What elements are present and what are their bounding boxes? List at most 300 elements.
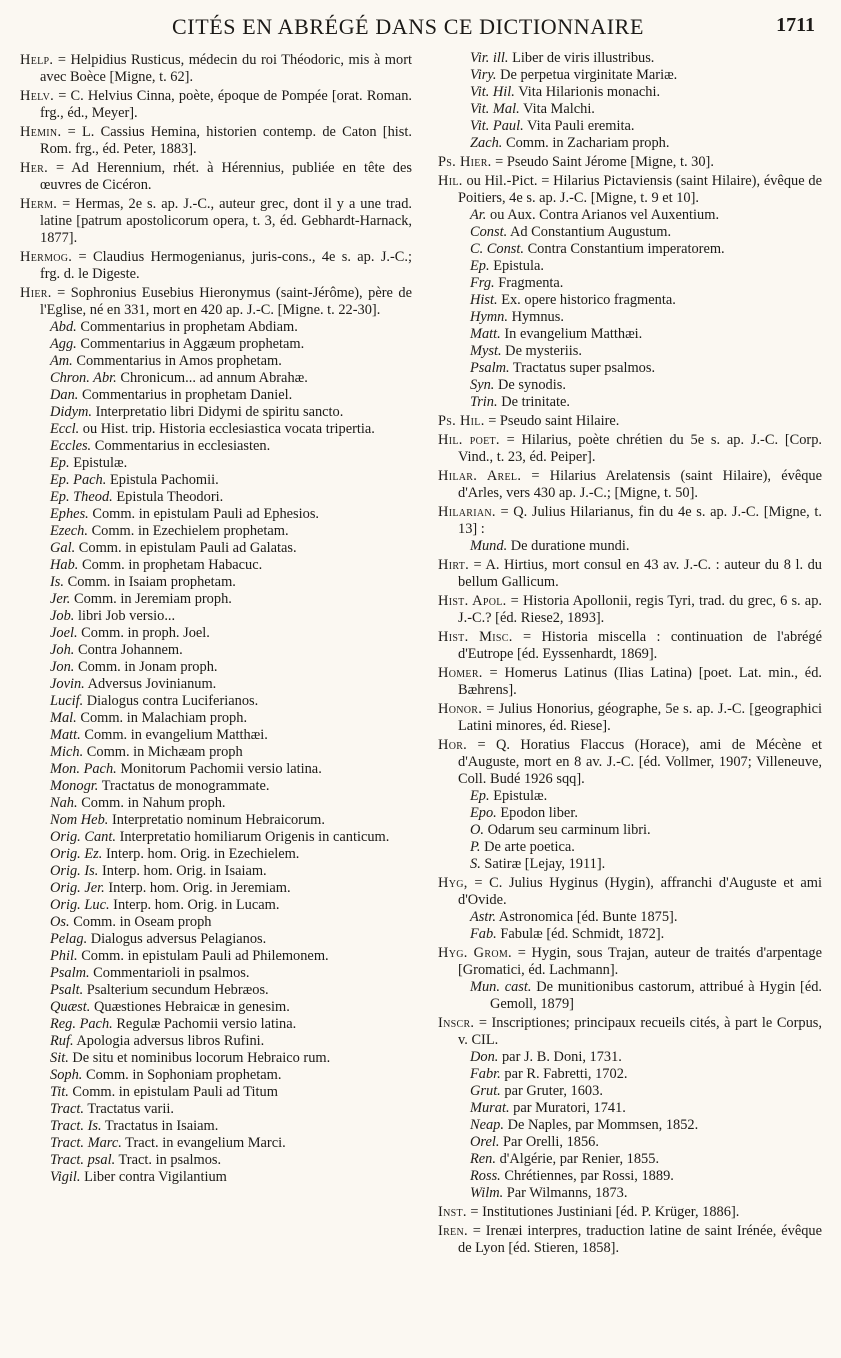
entry-text: Comm. in Malachiam proph. xyxy=(76,710,248,726)
entry-abbreviation: Joh. xyxy=(50,642,75,658)
entry-abbreviation: Trin. xyxy=(470,394,498,410)
sub-entry xyxy=(438,1100,822,1117)
sub-entry xyxy=(438,394,822,411)
sub-entry xyxy=(438,292,822,309)
sub-entry xyxy=(438,207,822,224)
entry-abbreviation: Hier. xyxy=(20,285,52,301)
sub-entry xyxy=(438,377,822,394)
entry-text: = A. Hirtius, mort consul en 43 av. J.-C. : auteur du 8 l. du bellum Gallicum. xyxy=(458,557,822,590)
sub-entry xyxy=(20,999,412,1016)
entry-abbreviation: Matt. xyxy=(470,326,501,342)
sub-entry xyxy=(20,523,412,540)
entry-abbreviation: Hirt. xyxy=(438,557,469,573)
entry-abbreviation: Agg. xyxy=(50,336,77,352)
sub-entry xyxy=(20,1084,412,1101)
entry-text: = Homerus Latinus (Ilias Latina) [poet. Lat. min., éd. Bæhrens]. xyxy=(458,665,822,698)
entry-abbreviation: Hil. xyxy=(438,173,463,189)
entry-abbreviation: Hermog. xyxy=(20,249,73,265)
sub-entry xyxy=(20,591,412,608)
entry-text: Chrétiennes, par Rossi, 1889. xyxy=(500,1168,674,1184)
entry-text: Commentarius in Amos prophetam. xyxy=(72,353,282,369)
entry-text: Fragmenta. xyxy=(494,275,564,291)
entry-abbreviation: Hymn. xyxy=(470,309,508,325)
entry-text: Tractatus de monogrammate. xyxy=(98,778,270,794)
entry-text: Liber de viris illustribus. xyxy=(508,50,655,66)
entry-text: = Hilarius, poète chrétien du 5e s. ap. J.-C. [Corp. Vind., t. 23, éd. Peiper]. xyxy=(458,432,823,465)
entry-text: Comm. in epistulam Pauli ad Galatas. xyxy=(75,540,297,556)
entry-abbreviation: Wilm. xyxy=(470,1185,504,1201)
entry-text: = Sophronius Eusebius Hieronymus (saint-Jérôme), père de l'Eglise, né en 331, mort en 420 ap. J.-C. [Migne. t. 22-30]. xyxy=(40,285,412,318)
entry-text: Astronomica [éd. Bunte 1875]. xyxy=(496,909,678,925)
entry-text: = C. Julius Hyginus (Hygin), affranchi d'Auguste et ami d'Ovide. xyxy=(458,875,822,908)
entry-text: Tract. in psalmos. xyxy=(115,1152,222,1168)
entry-text: Hymnus. xyxy=(507,309,564,325)
entry-text: Ad Constantium Augustum. xyxy=(507,224,672,240)
dictionary-entry xyxy=(438,154,822,171)
entry-abbreviation: Tract. Marc. xyxy=(50,1135,122,1151)
entry-text: Dialogus contra Luciferianos. xyxy=(83,693,259,709)
sub-entry xyxy=(20,574,412,591)
entry-text: Tractatus super psalmos. xyxy=(509,360,656,376)
entry-text: Liber contra Vigilantium xyxy=(80,1169,227,1185)
entry-text: = Pseudo Saint Jérome [Migne, t. 30]. xyxy=(491,154,714,170)
sub-entry xyxy=(20,914,412,931)
sub-entry xyxy=(438,1049,822,1066)
entry-abbreviation: Eccl. xyxy=(50,421,80,437)
sub-entry xyxy=(438,822,822,839)
right-column xyxy=(438,50,822,1257)
entry-text: De synodis. xyxy=(494,377,566,393)
entry-abbreviation: Grut. xyxy=(470,1083,501,1099)
entry-abbreviation: Hil. poet. xyxy=(438,432,500,448)
entry-text: = Hygin, sous Trajan, auteur de traités d'arpentage [Gromatici, éd. Lachmann]. xyxy=(458,945,822,978)
sub-entry xyxy=(20,353,412,370)
entry-text: = Hermas, 2e s. ap. J.-C., auteur grec, dont il y a une trad. latine [patrum apostolicorum opera, t. 3, éd. Gebhardt-Harnack, 1877]. xyxy=(40,196,412,246)
entry-text: Commentarius in Aggæum prophetam. xyxy=(76,336,305,352)
entry-abbreviation: Ep. xyxy=(470,258,490,274)
entry-text: Interp. hom. Orig. in Jeremiam. xyxy=(104,880,291,896)
entry-abbreviation: Abd. xyxy=(50,319,77,335)
sub-entry xyxy=(20,880,412,897)
entry-abbreviation: Psalm. xyxy=(470,360,510,376)
sub-entry xyxy=(438,135,822,152)
entry-abbreviation: Monogr. xyxy=(50,778,99,794)
entry-text: Vita Hilarionis monachi. xyxy=(514,84,661,100)
entry-text: = Claudius Hermogenianus, juris-cons., 4e s. ap. J.-C.; frg. d. le Digeste. xyxy=(40,249,412,282)
entry-text: Comm. in Jeremiam proph. xyxy=(70,591,232,607)
sub-entry xyxy=(20,455,412,472)
entry-abbreviation: Orig. Is. xyxy=(50,863,99,879)
sub-entry xyxy=(20,489,412,506)
page-title: CITÉS EN ABRÉGÉ DANS CE DICTIONNAIRE xyxy=(172,14,644,39)
sub-entry xyxy=(438,258,822,275)
entry-abbreviation: Const. xyxy=(470,224,508,240)
entry-abbreviation: Psalt. xyxy=(50,982,84,998)
entry-abbreviation: Ephes. xyxy=(50,506,89,522)
entry-text: Commentarius in ecclesiasten. xyxy=(91,438,271,454)
sub-entry xyxy=(20,336,412,353)
entry-abbreviation: Myst. xyxy=(470,343,502,359)
entry-abbreviation: Nom Heb. xyxy=(50,812,109,828)
sub-entry xyxy=(438,979,822,1013)
sub-entry xyxy=(20,846,412,863)
sub-entry xyxy=(438,118,822,135)
entry-text: = C. Helvius Cinna, poète, époque de Pompée [orat. Roman. frg., éd., Meyer]. xyxy=(40,88,412,121)
entry-abbreviation: Vit. Paul. xyxy=(470,118,524,134)
sub-entry xyxy=(438,224,822,241)
sub-entry xyxy=(20,1016,412,1033)
entry-abbreviation: Joel. xyxy=(50,625,78,641)
entry-text: Epistulæ. xyxy=(69,455,128,471)
dictionary-entry xyxy=(20,196,412,247)
entry-text: Vita Pauli eremita. xyxy=(523,118,635,134)
entry-abbreviation: Orig. Jer. xyxy=(50,880,105,896)
sub-entry xyxy=(20,404,412,421)
entry-abbreviation: Mund. xyxy=(470,538,508,554)
entry-text: Comm. in Sophoniam prophetam. xyxy=(82,1067,282,1083)
dictionary-entry xyxy=(438,557,822,591)
entry-text: Epodon liber. xyxy=(496,805,578,821)
entry-abbreviation: Ezech. xyxy=(50,523,88,539)
entry-text: Tractatus in Isaiam. xyxy=(101,1118,219,1134)
entry-text: Monitorum Pachomii versio latina. xyxy=(116,761,322,777)
sub-entry xyxy=(438,84,822,101)
sub-entry xyxy=(20,676,412,693)
entry-text: Quæstiones Hebraicæ in genesim. xyxy=(90,999,290,1015)
entry-abbreviation: Murat. xyxy=(470,1100,510,1116)
sub-entry xyxy=(438,1185,822,1202)
sub-entry xyxy=(20,778,412,795)
entry-text: = Hilarius Arelatensis (saint Hilaire), évêque d'Arles, vers 430 ap. J.-C.; [Migne, t. 50]. xyxy=(458,468,822,501)
entry-abbreviation: Hist. Misc. xyxy=(438,629,513,645)
sub-entry xyxy=(438,101,822,118)
entry-abbreviation: Nah. xyxy=(50,795,78,811)
entry-abbreviation: Inst. xyxy=(438,1204,467,1220)
entry-text: = Historia miscella : continuation de l'abrégé d'Eutrope [éd. Eyssenhardt, 1869]. xyxy=(458,629,822,662)
entry-abbreviation: Hab. xyxy=(50,557,79,573)
entry-abbreviation: Tract. psal. xyxy=(50,1152,116,1168)
entry-text: Comm. in Nahum proph. xyxy=(77,795,226,811)
entry-text: Adversus Jovinianum. xyxy=(84,676,217,692)
sub-entry xyxy=(438,1117,822,1134)
sub-entry xyxy=(20,370,412,387)
sub-entry xyxy=(20,608,412,625)
entry-text: Dialogus adversus Pelagianos. xyxy=(87,931,267,947)
entry-abbreviation: Tit. xyxy=(50,1084,69,1100)
sub-entry xyxy=(20,897,412,914)
entry-abbreviation: Homer. xyxy=(438,665,483,681)
entry-abbreviation: Mich. xyxy=(50,744,84,760)
sub-entry xyxy=(20,625,412,642)
dictionary-entry xyxy=(438,875,822,909)
dictionary-entry xyxy=(20,249,412,283)
sub-entry xyxy=(20,319,412,336)
sub-entry xyxy=(20,421,412,438)
dictionary-entry xyxy=(438,468,822,502)
entry-text: = Q. Horatius Flaccus (Horace), ami de Mécène et d'Auguste, mort en 8 av. J.-C. [éd. Vollmer, 1907; Villeneuve, Coll. Budé 1926 sqq]. xyxy=(458,737,822,787)
entry-text: Commentarius in prophetam Daniel. xyxy=(78,387,293,403)
entry-abbreviation: Frg. xyxy=(470,275,495,291)
entry-text: Comm. in Oseam proph xyxy=(69,914,212,930)
sub-entry xyxy=(20,1101,412,1118)
dictionary-entry xyxy=(438,1015,822,1049)
entry-abbreviation: Mon. Pach. xyxy=(50,761,117,777)
entry-abbreviation: Chron. Abr. xyxy=(50,370,117,386)
entry-abbreviation: Hemin. xyxy=(20,124,62,140)
entry-abbreviation: Orel. xyxy=(470,1134,500,1150)
entry-text: Comm. in Michæam proph xyxy=(83,744,243,760)
entry-text: De mysteriis. xyxy=(501,343,582,359)
entry-text: Chronicum... ad annum Abrahæ. xyxy=(116,370,308,386)
entry-abbreviation: Herm. xyxy=(20,196,58,212)
sub-entry xyxy=(20,1169,412,1186)
entry-text: Odarum seu carminum libri. xyxy=(484,822,651,838)
entry-abbreviation: Fab. xyxy=(470,926,497,942)
entry-abbreviation: Psalm. xyxy=(50,965,90,981)
sub-entry xyxy=(438,309,822,326)
entry-abbreviation: Hor. xyxy=(438,737,468,753)
entry-text: par J. B. Doni, 1731. xyxy=(498,1049,622,1065)
entry-abbreviation: Vigil. xyxy=(50,1169,81,1185)
entry-text: Comm. in prophetam Habacuc. xyxy=(78,557,263,573)
entry-abbreviation: Job. xyxy=(50,608,75,624)
entry-text: Comm. in Isaiam prophetam. xyxy=(64,574,236,590)
page-number: 1711 xyxy=(776,14,815,36)
entry-abbreviation: Hyg, xyxy=(438,875,468,891)
entry-text: Comm. in evangelium Matthæi. xyxy=(80,727,268,743)
sub-entry xyxy=(20,1067,412,1084)
sub-entry xyxy=(20,863,412,880)
entry-text: Comm. in epistulam Pauli ad Ephesios. xyxy=(88,506,320,522)
entry-text: = Historia Apollonii, regis Tyri, trad. du grec, 6 s. ap. J.-C.? [éd. Riese2, 1893]. xyxy=(458,593,822,626)
dictionary-entry xyxy=(20,124,412,158)
dictionary-entry xyxy=(438,432,822,466)
sub-entry xyxy=(20,727,412,744)
entry-text: Apologia adversus libros Rufini. xyxy=(73,1033,265,1049)
entry-abbreviation: S. xyxy=(470,856,481,872)
entry-abbreviation: Eccles. xyxy=(50,438,92,454)
entry-abbreviation: Don. xyxy=(470,1049,499,1065)
entry-abbreviation: Neap. xyxy=(470,1117,504,1133)
entry-text: = Helpidius Rusticus, médecin du roi Théodoric, mis à mort avec Boèce [Migne, t. 62]. xyxy=(40,52,412,85)
sub-entry xyxy=(20,659,412,676)
sub-entry xyxy=(438,1134,822,1151)
entry-abbreviation: Syn. xyxy=(470,377,495,393)
entry-abbreviation: Astr. xyxy=(470,909,496,925)
entry-text: Comm. in Zachariam proph. xyxy=(502,135,670,151)
entry-text: ou Hist. trip. Historia ecclesiastica vocata tripertia. xyxy=(79,421,375,437)
entry-abbreviation: Ross. xyxy=(470,1168,501,1184)
entry-text: Interp. hom. Orig. in Isaiam. xyxy=(98,863,267,879)
entry-text: Interp. hom. Orig. in Ezechielem. xyxy=(102,846,300,862)
sub-entry xyxy=(20,744,412,761)
entry-text: = Pseudo saint Hilaire. xyxy=(484,413,620,429)
entry-text: = Irenæi interpres, traduction latine de saint Irénée, évêque de Lyon [éd. Stieren, 1858]. xyxy=(458,1223,822,1256)
sub-entry xyxy=(20,761,412,778)
entry-text: Ex. opere historico fragmenta. xyxy=(497,292,676,308)
entry-text: Interpretatio libri Didymi de spiritu sancto. xyxy=(91,404,344,420)
entry-abbreviation: Tract. Is. xyxy=(50,1118,102,1134)
entry-abbreviation: Viry. xyxy=(470,67,497,83)
entry-text: In evangelium Matthæi. xyxy=(500,326,643,342)
entry-abbreviation: Epo. xyxy=(470,805,497,821)
sub-entry xyxy=(20,642,412,659)
entry-abbreviation: Lucif. xyxy=(50,693,84,709)
sub-entry xyxy=(20,965,412,982)
sub-entry xyxy=(438,788,822,805)
dictionary-entry xyxy=(438,1223,822,1257)
entry-abbreviation: C. Const. xyxy=(470,241,524,257)
entry-text: par Muratori, 1741. xyxy=(509,1100,626,1116)
entry-abbreviation: Ar. xyxy=(470,207,487,223)
entry-text: Interpretatio nominum Hebraicorum. xyxy=(108,812,325,828)
entry-text: Comm. in Jonam proph. xyxy=(74,659,218,675)
sub-entry xyxy=(20,795,412,812)
entry-abbreviation: Orig. Cant. xyxy=(50,829,116,845)
sub-entry xyxy=(20,982,412,999)
entry-text: = Inscriptiones; principaux recueils cités, à part le Corpus, v. CIL. xyxy=(458,1015,822,1048)
sub-entry xyxy=(438,67,822,84)
entry-abbreviation: Hilar. Arel. xyxy=(438,468,522,484)
entry-abbreviation: Orig. Ez. xyxy=(50,846,103,862)
sub-entry xyxy=(20,931,412,948)
entry-text: De trinitate. xyxy=(497,394,570,410)
entry-abbreviation: Hist. xyxy=(470,292,498,308)
entry-abbreviation: Orig. Luc. xyxy=(50,897,110,913)
entry-abbreviation: Didym. xyxy=(50,404,92,420)
entry-abbreviation: Ruf. xyxy=(50,1033,74,1049)
sub-entry xyxy=(20,1118,412,1135)
entry-text: ou Aux. Contra Arianos vel Auxentium. xyxy=(486,207,720,223)
sub-entry xyxy=(438,241,822,258)
entry-text: = Institutiones Justiniani [éd. P. Krüger, 1886]. xyxy=(466,1204,740,1220)
entry-abbreviation: Zach. xyxy=(470,135,503,151)
entry-text: Comm. in proph. Joel. xyxy=(77,625,210,641)
entry-text: Interp. hom. Orig. in Lucam. xyxy=(109,897,280,913)
entry-text: Psalterium secundum Hebræos. xyxy=(83,982,269,998)
sub-entry xyxy=(438,1083,822,1100)
entry-abbreviation: Her. xyxy=(20,160,48,176)
entry-abbreviation: Vit. Mal. xyxy=(470,101,520,117)
sub-entry xyxy=(438,856,822,873)
entry-text: Epistula Pachomii. xyxy=(106,472,219,488)
entry-text: ou Hil.-Pict. = Hilarius Pictaviensis (saint Hilaire), évêque de Poitiers, 4e s. ap. J.-C. [Migne, t. 9 et 10]. xyxy=(458,173,822,206)
dictionary-entry xyxy=(438,737,822,788)
entry-text: De arte poetica. xyxy=(480,839,575,855)
sub-entry xyxy=(20,506,412,523)
sub-entry xyxy=(20,948,412,965)
entry-abbreviation: Jer. xyxy=(50,591,71,607)
entry-abbreviation: Phil. xyxy=(50,948,78,964)
sub-entry xyxy=(20,1152,412,1169)
sub-entry xyxy=(438,909,822,926)
entry-abbreviation: Os. xyxy=(50,914,70,930)
dictionary-entry xyxy=(438,945,822,979)
sub-entry xyxy=(438,538,822,555)
entry-abbreviation: Helv. xyxy=(20,88,55,104)
dictionary-entry xyxy=(20,88,412,122)
entry-abbreviation: Ep. Pach. xyxy=(50,472,107,488)
entry-text: Vita Malchi. xyxy=(519,101,595,117)
dictionary-entry xyxy=(438,629,822,663)
entry-abbreviation: Tract. xyxy=(50,1101,84,1117)
dictionary-entry xyxy=(438,504,822,538)
sub-entry xyxy=(20,693,412,710)
sub-entry xyxy=(438,360,822,377)
entry-text: Regulæ Pachomii versio latina. xyxy=(112,1016,297,1032)
entry-text: par R. Fabretti, 1702. xyxy=(500,1066,628,1082)
sub-entry xyxy=(438,326,822,343)
dictionary-entry xyxy=(438,413,822,430)
entry-abbreviation: Sit. xyxy=(50,1050,69,1066)
dictionary-entry xyxy=(438,173,822,207)
entry-abbreviation: P. xyxy=(470,839,481,855)
entry-abbreviation: Pelag. xyxy=(50,931,88,947)
sub-entry xyxy=(438,1151,822,1168)
entry-text: De duratione mundi. xyxy=(507,538,630,554)
entry-abbreviation: Hyg. Grom. xyxy=(438,945,512,961)
sub-entry xyxy=(20,387,412,404)
entry-abbreviation: Vir. ill. xyxy=(470,50,509,66)
entry-abbreviation: Ep. xyxy=(470,788,490,804)
entry-text: Commentarioli in psalmos. xyxy=(89,965,250,981)
sub-entry xyxy=(20,1033,412,1050)
entry-abbreviation: Help. xyxy=(20,52,54,68)
sub-entry xyxy=(20,710,412,727)
entry-text: Epistulæ. xyxy=(489,788,548,804)
entry-abbreviation: Fabr. xyxy=(470,1066,501,1082)
entry-abbreviation: Quæst. xyxy=(50,999,91,1015)
entry-text: libri Job versio... xyxy=(74,608,176,624)
entry-abbreviation: Mal. xyxy=(50,710,77,726)
sub-entry xyxy=(20,557,412,574)
entry-text: De perpetua virginitate Mariæ. xyxy=(496,67,678,83)
sub-entry xyxy=(438,926,822,943)
sub-entry xyxy=(20,1135,412,1152)
entry-abbreviation: Vit. Hil. xyxy=(470,84,515,100)
entry-abbreviation: Dan. xyxy=(50,387,79,403)
dictionary-entry xyxy=(20,285,412,319)
dictionary-entry xyxy=(20,52,412,86)
dictionary-entry xyxy=(438,593,822,627)
sub-entry xyxy=(20,812,412,829)
entry-text: = Julius Honorius, géographe, 5e s. ap. J.-C. [geographici Latini minores, éd. Riese]. xyxy=(458,701,822,734)
sub-entry xyxy=(20,829,412,846)
entry-abbreviation: Ren. xyxy=(470,1151,496,1167)
entry-text: Satiræ [Lejay, 1911]. xyxy=(480,856,606,872)
entry-abbreviation: Ps. Hil. xyxy=(438,413,485,429)
entry-text: d'Algérie, par Renier, 1855. xyxy=(495,1151,660,1167)
entry-text: = Ad Herennium, rhét. à Hérennius, publiée en tête des œuvres de Cicéron. xyxy=(40,160,412,193)
entry-text: Tractatus varii. xyxy=(84,1101,174,1117)
entry-text: = Q. Julius Hilarianus, fin du 4e s. ap. J.-C. [Migne, t. 13] : xyxy=(458,504,822,537)
entry-abbreviation: Soph. xyxy=(50,1067,83,1083)
sub-entry xyxy=(20,472,412,489)
dictionary-entry xyxy=(20,160,412,194)
sub-entry xyxy=(20,1050,412,1067)
entry-abbreviation: Inscr. xyxy=(438,1015,475,1031)
sub-entry xyxy=(20,438,412,455)
entry-text: Fabulæ [éd. Schmidt, 1872]. xyxy=(496,926,665,942)
entry-text: Comm. in Ezechielem prophetam. xyxy=(87,523,289,539)
entry-text: = L. Cassius Hemina, historien contemp. de Caton [hist. Rom. frg., éd. Peter, 1883]. xyxy=(40,124,412,157)
entry-abbreviation: Honor. xyxy=(438,701,483,717)
sub-entry xyxy=(438,1066,822,1083)
entry-abbreviation: Matt. xyxy=(50,727,81,743)
dictionary-entry xyxy=(438,665,822,699)
entry-abbreviation: Reg. Pach. xyxy=(50,1016,113,1032)
entry-text: De Naples, par Mommsen, 1852. xyxy=(503,1117,699,1133)
